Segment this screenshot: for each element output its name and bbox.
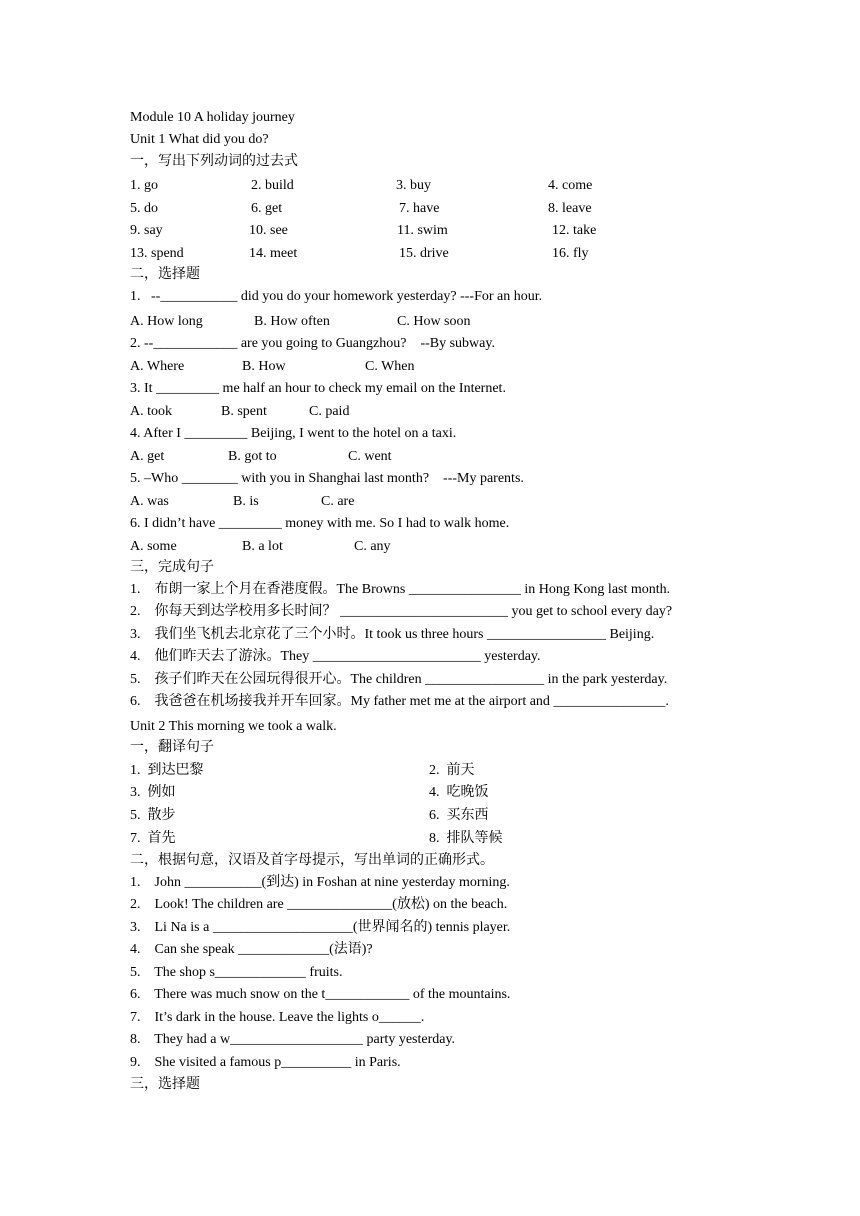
mc-options	[130, 538, 391, 556]
sentence-item: 6. 我爸爸在机场接我并开车回家。My father met me at the airport and ________________.	[130, 694, 669, 709]
verb-item: 2. build	[251, 178, 294, 193]
phrase-row	[130, 784, 489, 802]
mc-option: A. How long	[130, 314, 203, 329]
fill-item: 5. The shop s_____________ fruits.	[130, 965, 343, 980]
u2-section3-heading: 三，选择题	[130, 1077, 200, 1092]
verb-item: 1. go	[130, 178, 158, 193]
u2-section1-heading: 一，翻译句子	[130, 740, 214, 755]
u1-section3-heading: 三，完成句子	[130, 560, 214, 575]
verb-item: 14. meet	[249, 246, 298, 261]
verb-item: 4. come	[548, 178, 593, 193]
mc-option: B. a lot	[242, 539, 283, 554]
mc-option: C. When	[365, 359, 415, 374]
verb-item: 8. leave	[548, 201, 592, 216]
phrase-row	[130, 830, 503, 848]
unit2-title: Unit 2 This morning we took a walk.	[130, 719, 337, 734]
fill-item: 1. John ___________(到达) in Foshan at nine yesterday morning.	[130, 875, 510, 890]
mc-option: B. How often	[254, 314, 330, 329]
mc-option: B. spent	[221, 404, 267, 419]
fill-item: 2. Look! The children are _______________(放松) on the beach.	[130, 897, 508, 912]
mc-options	[130, 313, 471, 331]
sentence-item: 5. 孩子们昨天在公园玩得很开心。The children _________________ in the park yesterday.	[130, 672, 668, 687]
verb-item: 11. swim	[397, 223, 448, 238]
mc-question: 3. It _________ me half an hour to check my email on the Internet.	[130, 381, 506, 396]
fill-item: 4. Can she speak _____________(法语)?	[130, 942, 373, 957]
phrase-item: 1. 到达巴黎	[130, 763, 204, 778]
verb-item: 3. buy	[396, 178, 431, 193]
module-title: Module 10 A holiday journey	[130, 110, 295, 125]
mc-options	[130, 358, 415, 376]
mc-question: 1. --___________ did you do your homework yesterday? ---For an hour.	[130, 289, 543, 304]
mc-option: A. was	[130, 494, 169, 509]
phrase-item: 5. 散步	[130, 808, 176, 823]
mc-question: 6. I didn’t have _________ money with me. So I had to walk home.	[130, 516, 510, 531]
sentence-item: 3. 我们坐飞机去北京花了三个小时。It took us three hours _________________ Beijing.	[130, 627, 655, 642]
phrase-item: 4. 吃晚饭	[429, 785, 489, 800]
phrase-row	[130, 807, 489, 825]
mc-option: B. How	[242, 359, 286, 374]
mc-option: C. are	[321, 494, 355, 509]
mc-options	[130, 493, 355, 511]
mc-option: B. got to	[228, 449, 277, 464]
verb-item: 12. take	[552, 223, 597, 238]
mc-options	[130, 403, 350, 421]
u1-section1-heading: 一，写出下列动词的过去式	[130, 154, 298, 169]
verb-item: 10. see	[249, 223, 288, 238]
mc-options	[130, 448, 392, 466]
unit1-title: Unit 1 What did you do?	[130, 132, 269, 147]
verb-item: 5. do	[130, 201, 158, 216]
mc-option: C. any	[354, 539, 391, 554]
phrase-item: 3. 例如	[130, 785, 176, 800]
phrase-item: 8. 排队等候	[429, 831, 503, 846]
mc-option: C. How soon	[397, 314, 471, 329]
u2-section2-heading: 二，根据句意，汉语及首字母提示，写出单词的正确形式。	[130, 853, 494, 868]
verb-item: 13. spend	[130, 246, 184, 261]
verb-item: 6. get	[251, 201, 283, 216]
verb-row	[130, 245, 589, 263]
mc-option: A. get	[130, 449, 165, 464]
verb-item: 9. say	[130, 223, 163, 238]
phrase-item: 2. 前天	[429, 763, 475, 778]
fill-item: 9. She visited a famous p__________ in Paris.	[130, 1055, 401, 1070]
phrase-item: 7. 首先	[130, 831, 176, 846]
verb-row	[130, 222, 597, 240]
verb-row	[130, 177, 593, 195]
verb-item: 16. fly	[552, 246, 589, 261]
verb-row	[130, 200, 592, 218]
verb-item: 15. drive	[399, 246, 449, 261]
u1-section2-heading: 二，选择题	[130, 267, 200, 282]
mc-option: C. went	[348, 449, 392, 464]
phrase-item: 6. 买东西	[429, 808, 489, 823]
sentence-item: 2. 你每天到达学校用多长时间？ ________________________ you get to school every day?	[130, 604, 673, 619]
fill-item: 3. Li Na is a ____________________(世界闻名的) tennis player.	[130, 920, 511, 935]
mc-question: 2. --____________ are you going to Guangzhou? --By subway.	[130, 336, 495, 351]
phrase-row	[130, 762, 475, 780]
sentence-item: 1. 布朗一家上个月在香港度假。The Browns ________________ in Hong Kong last month.	[130, 582, 671, 597]
mc-option: B. is	[233, 494, 259, 509]
fill-item: 7. It’s dark in the house. Leave the lights o______.	[130, 1010, 425, 1025]
mc-question: 4. After I _________ Beijing, I went to the hotel on a taxi.	[130, 426, 457, 441]
sentence-item: 4. 他们昨天去了游泳。They ________________________ yesterday.	[130, 649, 541, 664]
mc-option: A. Where	[130, 359, 185, 374]
mc-option: A. some	[130, 539, 177, 554]
fill-item: 6. There was much snow on the t____________ of the mountains.	[130, 987, 511, 1002]
verb-item: 7. have	[399, 201, 440, 216]
mc-option: A. took	[130, 404, 172, 419]
fill-item: 8. They had a w___________________ party yesterday.	[130, 1032, 456, 1047]
mc-question: 5. –Who ________ with you in Shanghai last month? ---My parents.	[130, 471, 524, 486]
mc-option: C. paid	[309, 404, 350, 419]
